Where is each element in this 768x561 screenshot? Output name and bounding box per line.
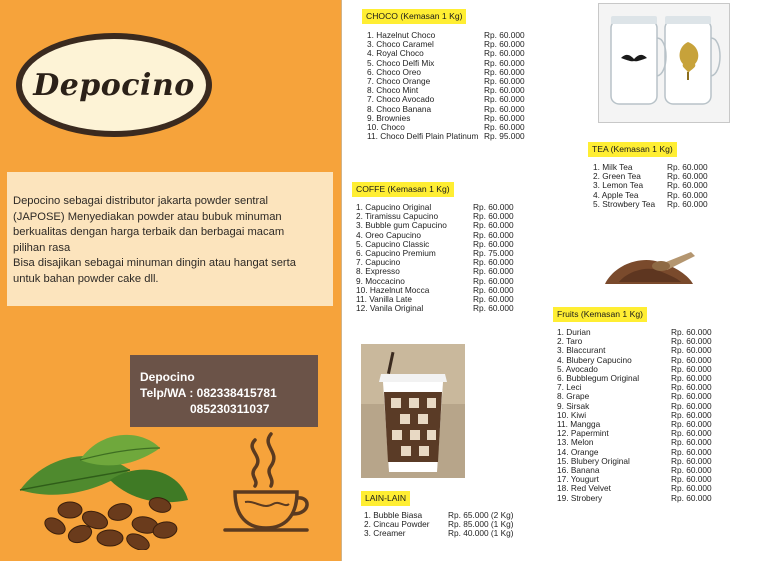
list-item [557,494,712,503]
item-name: 2. Tiramissu Capucino [356,211,439,222]
item-name: 1. Hazelnut Choco [367,30,436,40]
item-price: Rp. 60.000 [473,294,514,305]
item-name: 3. Choco Caramel [367,39,434,50]
item-name: 19. Strobery [557,492,603,503]
item-price: Rp. 60.000 [473,275,514,286]
item-price: Rp. 60.000 [667,180,708,191]
item-name: 4. Oreo Capucino [356,229,422,240]
logo-badge [16,33,212,137]
item-name: 3. Creamer [364,528,406,539]
logo-inner [22,39,206,131]
item-name: 18. Red Velvet [557,483,611,494]
item-price: Rp. 60.000 [671,492,712,503]
item-name: 13. Melon [557,437,594,448]
item-price: Rp. 60.000 [671,400,712,411]
contact-phone-2: 085230311037 [140,402,270,416]
list-item [593,200,708,209]
item-price: Rp. 60.000 [671,483,712,494]
item-price: Rp. 60.000 [473,284,514,295]
item-name: 4. Royal Choco [367,48,424,59]
item-price: Rp. 75.000 [473,248,514,259]
item-price: Rp. 95.000 [484,131,525,142]
list-item [364,529,514,538]
item-name: 2. Green Tea [593,171,641,182]
item-name: 17. Yougurt [557,474,599,485]
item-price: Rp. 60.000 [671,409,712,420]
item-name: 3. Lemon Tea [593,180,644,191]
item-name: 7. Capucino [356,257,401,268]
item-price: Rp. 60.000 [671,465,712,476]
lain-lain-header: LAIN-LAIN [361,491,410,506]
item-name: 8. Choco Mint [367,85,419,96]
contact-phone-1: Telp/WA : 082338415781 [140,386,277,400]
item-price: Rp. 60.000 [671,419,712,430]
coffe-header: COFFE (Kemasan 1 Kg) [352,182,454,197]
contact-name: Depocino [140,370,195,384]
item-name: 6. Bubblegum Original [557,373,640,384]
description-line: Bisa disajikan sebagai minuman dingin atau hangat serta [13,257,296,269]
item-name: 7. Leci [557,382,582,393]
tea-list [593,163,708,209]
tea-header: TEA (Kemasan 1 Kg) [588,142,677,157]
item-name: 7. Choco Avocado [367,94,435,105]
item-price: Rp. 60.000 [671,474,712,485]
brand-description [7,172,333,306]
item-price: Rp. 60.000 [473,211,514,222]
lain-lain-list [364,511,514,539]
item-name: 11. Choco Delfi Plain Platinum [367,131,479,142]
item-price: Rp. 60.000 [671,455,712,466]
item-name: 9. Sirsak [557,400,590,411]
item-name: 1. Milk Tea [593,162,633,172]
item-price: Rp. 60.000 [473,266,514,277]
item-name: 8. Expresso [356,266,400,277]
item-price: Rp. 60.000 [671,345,712,356]
choco-list [367,31,525,141]
item-price: Rp. 60.000 [671,437,712,448]
item-price: Rp. 60.000 [473,229,514,240]
item-name: 4. Blubery Capucino [557,354,632,365]
item-name: 2. Taro [557,336,583,347]
item-price: Rp. 60.000 [484,112,525,123]
item-price: Rp. 60.000 [473,238,514,249]
item-name: 14. Orange [557,446,599,457]
item-name: 5. Capucino Classic [356,238,430,249]
item-name: 9. Brownies [367,112,411,123]
item-name: 16. Banana [557,465,600,476]
steaming-cup-icon [215,430,315,536]
cocoa-powder-photo [601,246,697,288]
item-name: 5. Avocado [557,363,598,374]
contact-box [130,355,318,427]
item-price: Rp. 60.000 [484,85,525,96]
item-price: Rp. 60.000 [671,336,712,347]
item-price: Rp. 60.000 [667,162,708,172]
item-name: 10. Kiwi [557,409,587,420]
item-price: Rp. 65.000 (2 Kg) [448,510,514,520]
item-name: 12. Papermint [557,428,609,439]
item-price: Rp. 60.000 [484,76,525,87]
fruits-list [557,328,712,503]
item-name: 10. Choco [367,122,405,133]
item-name: 11. Vanilla Late [356,294,412,305]
item-price: Rp. 60.000 [484,103,525,114]
description-line: berkualitas dengan harga terbaik dan berbagai macam [13,226,285,238]
item-name: 5. Strowbery Tea [593,198,656,209]
item-name: 8. Choco Banana [367,103,432,114]
item-name: 6. Choco Oreo [367,66,421,77]
item-price: Rp. 60.000 [484,122,525,133]
list-item [356,304,514,313]
item-price: Rp. 40.000 (1 Kg) [448,528,514,539]
item-name: 7. Choco Orange [367,76,431,87]
item-name: 1. Durian [557,327,591,337]
item-name: 11. Mangga [557,419,601,430]
choco-header: CHOCO (Kemasan 1 Kg) [362,9,466,24]
item-name: 1. Bubble Biasa [364,510,423,520]
item-price: Rp. 60.000 [671,363,712,374]
description-line: (JAPOSE) Menyediakan powder atau bubuk minuman [13,210,282,223]
item-price: Rp. 60.000 [484,57,525,68]
item-price: Rp. 60.000 [473,257,514,268]
item-name: 3. Bubble gum Capucino [356,220,447,231]
item-price: Rp. 60.000 [484,30,525,40]
item-name: 2. Cincau Powder [364,519,430,530]
mason-jar-mugs-photo [598,3,730,123]
item-price: Rp. 60.000 [671,446,712,457]
item-name: 3. Blaccurant [557,345,606,356]
item-name: 15. Blubery Original [557,455,630,466]
description-line: untuk bahan powder cake dll. [13,272,159,285]
list-item [367,132,525,141]
description-line: Depocino sebagai distributor jakarta powder sentral [13,195,268,207]
item-name: 12. Vanila Original [356,303,424,314]
item-price: Rp. 60.000 [484,48,525,59]
item-price: Rp. 60.000 [667,189,708,200]
description-line: pilihan rasa [13,241,71,254]
paper-coffee-cup-photo [361,344,465,478]
item-name: 8. Grape [557,391,590,402]
item-price: Rp. 60.000 [671,373,712,384]
left-panel [0,0,342,561]
logo-text: Depocino [33,67,195,103]
item-price: Rp. 60.000 [484,39,525,50]
item-name: 4. Apple Tea [593,189,639,200]
item-price: Rp. 60.000 [484,94,525,105]
item-name: 10. Hazelnut Mocca [356,284,430,295]
coffe-list [356,203,514,313]
item-price: Rp. 60.000 [671,382,712,393]
item-name: 5. Choco Delfi Mix [367,57,435,68]
item-price: Rp. 60.000 [667,198,708,209]
item-price: Rp. 60.000 [473,202,514,212]
item-price: Rp. 60.000 [671,354,712,365]
item-price: Rp. 60.000 [473,220,514,231]
item-price: Rp. 60.000 [671,327,712,337]
coffee-beans-leaves-image [10,430,190,550]
item-price: Rp. 60.000 [671,391,712,402]
item-name: 1. Capucino Original [356,202,432,212]
item-price: Rp. 60.000 [671,428,712,439]
item-name: 6. Capucino Premium [356,248,436,259]
fruits-header: Fruits (Kemasan 1 Kg) [553,307,647,322]
item-price: Rp. 60.000 [667,171,708,182]
item-price: Rp. 60.000 [484,66,525,77]
item-price: Rp. 85.000 (1 Kg) [448,519,514,530]
item-price: Rp. 60.000 [473,303,514,314]
item-name: 9. Moccacino [356,275,405,286]
